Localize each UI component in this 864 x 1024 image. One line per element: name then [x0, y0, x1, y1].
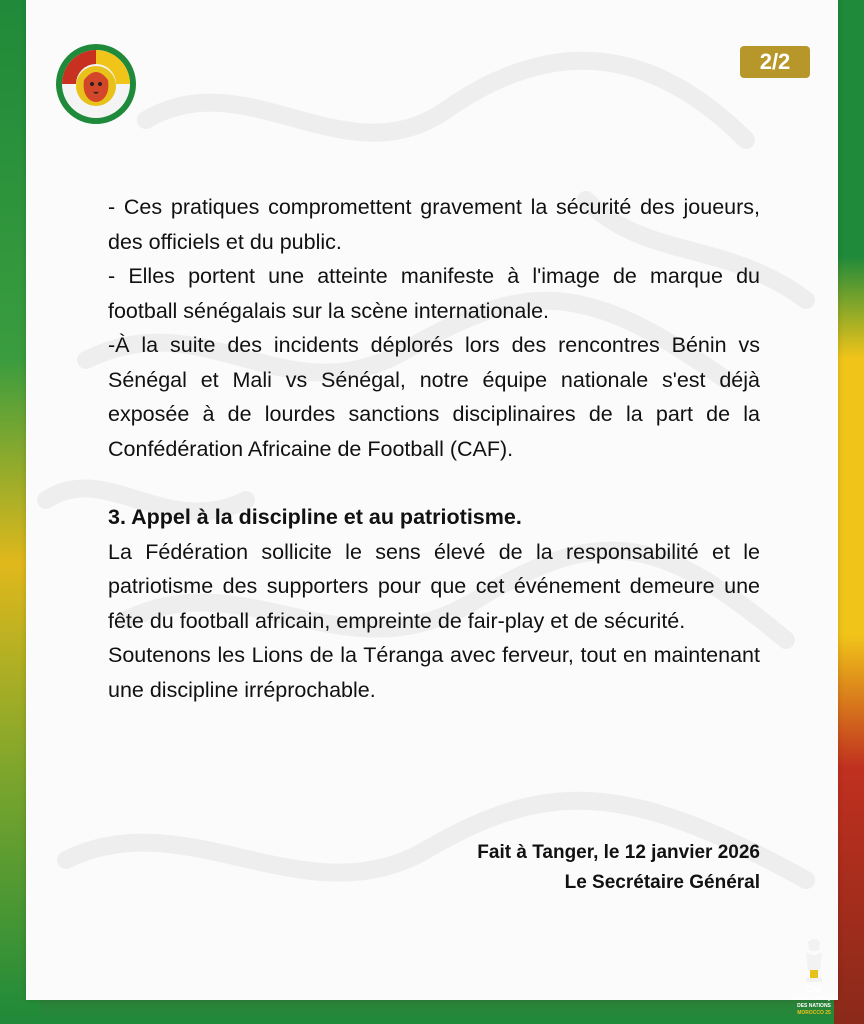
document-page: [26, 0, 838, 1000]
paragraph-security: - Ces pratiques compromettent gravement la sécurité des joueurs, des officiels et du public.: [108, 195, 760, 254]
signature-role: Le Secrétaire Général: [564, 872, 760, 893]
caf-trophy-icon: [786, 936, 842, 1022]
caf-label: CAF: [805, 985, 823, 994]
background-flag-right: [834, 0, 864, 1024]
paragraph-appeal: La Fédération sollicite le sens élevé de la responsabilité et le patriotisme des supporters pour que cet événement demeure une fête du football africain, empreinte de fair-play et de sécurité.: [108, 539, 760, 633]
paragraph-incidents: -À la suite des incidents déplorés lors des rencontres Bénin vs Sénégal et Mali vs Sénégal, notre équipe nationale s'est déjà exposée à de lourdes sanctions disciplinaires de la part de la Confédération Africaine de Football (CAF).: [108, 333, 760, 461]
federation-crest-icon: [54, 42, 138, 126]
paragraph-support: Soutenons les Lions de la Téranga avec ferveur, tout en maintenant une discipline irréprochable.: [108, 643, 760, 702]
caf-caption-1: COUPE D'AFRIQUE: [790, 996, 838, 1002]
signature-place-date: Fait à Tanger, le 12 janvier 2026: [477, 842, 760, 863]
caf-caption-2: DES NATIONS: [797, 1003, 831, 1009]
section-title: 3. Appel à la discipline et au patriotisme.: [108, 505, 522, 529]
paragraph-image: - Elles portent une atteinte manifeste à l'image de marque du football sénégalais sur la scène internationale.: [108, 264, 760, 323]
caf-caption-3: MOROCCO 25: [797, 1010, 831, 1016]
letter-body: [108, 190, 760, 707]
signature-block: [426, 838, 760, 898]
page-indicator-badge: 2/2: [740, 46, 810, 78]
